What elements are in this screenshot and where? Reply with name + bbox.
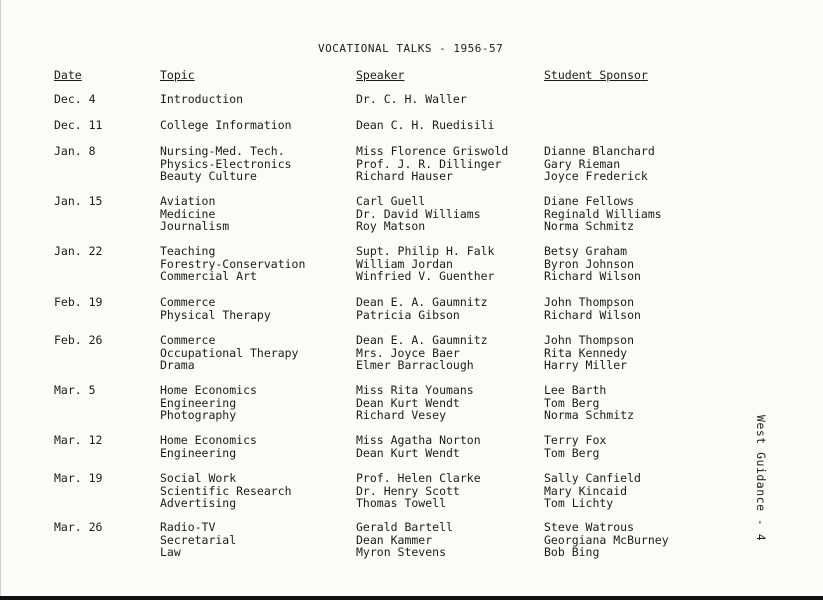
student-sponsor: Georgiana McBurney [544, 532, 669, 547]
student-sponsor-cell [544, 384, 634, 422]
student-sponsor: Harry Miller [544, 358, 628, 373]
talk-topic: Home Economics [160, 433, 257, 447]
talk-speaker: Miss Rita Youmans [356, 383, 474, 397]
student-sponsor-cell [544, 296, 641, 321]
talk-topic: Secretarial [160, 532, 237, 547]
talk-date: Dec. 4 [54, 92, 96, 106]
talk-topic: Social Work [160, 471, 237, 485]
student-sponsor-cell [544, 334, 634, 372]
talk-speaker: Dean Kurt Wendt [356, 445, 460, 460]
talk-speaker: Dean E. A. Gaumnitz [356, 295, 488, 309]
talk-speaker: Carl Guell [356, 194, 426, 208]
student-sponsor: Diane Fellows [544, 194, 635, 208]
talk-topic: Physical Therapy [160, 307, 271, 322]
student-sponsor: Tom Berg [544, 445, 600, 460]
talk-date: Jan. 15 [54, 194, 103, 208]
student-sponsor: Betsy Graham [544, 244, 628, 258]
student-sponsor: Sally Canfield [544, 471, 641, 485]
student-sponsor: Tom Lichty [544, 496, 614, 511]
page-edge [0, 0, 1, 600]
talk-speaker: Thomas Towell [356, 496, 447, 511]
talk-topic: Aviation [160, 194, 216, 208]
talk-topic: Commerce [160, 333, 216, 347]
talk-speaker-cell [356, 334, 488, 372]
student-sponsor: Joyce Frederick [544, 169, 648, 184]
student-sponsor: Richard Wilson [544, 269, 641, 284]
talk-speaker: Miss Agatha Norton [356, 433, 481, 447]
talk-topic: Law [160, 545, 181, 560]
talk-date: Mar. 5 [54, 383, 96, 397]
talk-date: Mar. 12 [54, 433, 103, 447]
talk-speaker-cell [356, 119, 494, 132]
student-sponsor: Terry Fox [544, 433, 607, 447]
header-date: Date [54, 68, 82, 82]
header-speaker: Speaker [356, 68, 405, 82]
talk-date: Feb. 26 [54, 333, 103, 347]
student-sponsor-cell [544, 434, 606, 459]
talk-topic-cell [160, 195, 229, 233]
talk-speaker: Dr. Henry Scott [356, 483, 460, 498]
talk-topic: Introduction [160, 92, 244, 106]
talk-speaker: Dr. David Williams [356, 206, 481, 221]
student-sponsor: John Thompson [544, 333, 635, 347]
talk-speaker: Myron Stevens [356, 545, 447, 560]
talk-topic-cell [160, 521, 236, 559]
talk-speaker-cell [356, 472, 481, 510]
talk-topic: Occupational Therapy [160, 345, 299, 360]
talk-speaker: Dean C. H. Ruedisili [356, 118, 495, 132]
talk-topic: Teaching [160, 244, 216, 258]
talk-topic: Journalism [160, 219, 230, 234]
talk-topic: Scientific Research [160, 483, 292, 498]
talk-topic: College Information [160, 118, 292, 132]
talk-speaker: Supt. Philip H. Falk [356, 244, 495, 258]
talk-topic: Physics-Electronics [160, 156, 292, 171]
talk-date: Dec. 11 [54, 118, 103, 132]
talk-topic: Nursing-Med. Tech. [160, 144, 285, 158]
talk-topic-cell [160, 245, 305, 283]
talk-speaker-cell [356, 195, 481, 233]
talk-topic: Home Economics [160, 383, 257, 397]
talk-topic: Engineering [160, 445, 237, 460]
student-sponsor: John Thompson [544, 295, 635, 309]
talk-topic-cell [160, 384, 257, 422]
student-sponsor-cell [544, 195, 662, 233]
talk-speaker: Richard Hauser [356, 169, 453, 184]
talk-topic-cell [160, 119, 292, 132]
talk-topic: Radio-TV [160, 520, 216, 534]
student-sponsor: Norma Schmitz [544, 408, 635, 423]
talk-speaker: Dean E. A. Gaumnitz [356, 333, 488, 347]
talk-speaker-cell [356, 384, 474, 422]
student-sponsor: Tom Berg [544, 395, 600, 410]
talk-speaker: Patricia Gibson [356, 307, 460, 322]
talk-speaker: Gerald Bartell [356, 520, 453, 534]
talk-speaker-cell [356, 93, 467, 106]
talk-topic-cell [160, 434, 257, 459]
talk-speaker: Elmer Barraclough [356, 358, 474, 373]
talk-speaker: William Jordan [356, 256, 453, 271]
header-sponsor: Student Sponsor [544, 68, 648, 82]
talk-speaker-cell [356, 245, 494, 283]
talk-date: Feb. 19 [54, 295, 103, 309]
talk-topic: Commerce [160, 295, 216, 309]
talk-speaker: Roy Matson [356, 219, 426, 234]
student-sponsor: Richard Wilson [544, 307, 641, 322]
header-topic: Topic [160, 68, 195, 82]
student-sponsor: Reginald Williams [544, 206, 662, 221]
student-sponsor-cell [544, 145, 655, 183]
talk-topic: Drama [160, 358, 195, 373]
talk-speaker: Dean Kammer [356, 532, 433, 547]
student-sponsor: Rita Kennedy [544, 345, 628, 360]
talk-speaker-cell [356, 145, 508, 183]
talk-speaker: Dr. C. H. Waller [356, 92, 467, 106]
student-sponsor: Gary Rieman [544, 156, 621, 171]
talk-topic: Medicine [160, 206, 216, 221]
talk-speaker: Miss Florence Griswold [356, 144, 509, 158]
student-sponsor-cell [544, 521, 669, 559]
student-sponsor: Byron Johnson [544, 256, 635, 271]
talk-topic-cell [160, 296, 271, 321]
talk-speaker: Prof. J. R. Dillinger [356, 156, 502, 171]
talk-topic-cell [160, 145, 292, 183]
talk-topic: Commercial Art [160, 269, 257, 284]
talk-topic: Photography [160, 408, 237, 423]
talk-speaker-cell [356, 296, 488, 321]
document-title: VOCATIONAL TALKS - 1956-57 [318, 42, 504, 55]
student-sponsor: Bob Bing [544, 545, 600, 560]
talk-topic: Beauty Culture [160, 169, 257, 184]
talk-speaker-cell [356, 521, 453, 559]
student-sponsor: Norma Schmitz [544, 219, 635, 234]
student-sponsor: Mary Kincaid [544, 483, 628, 498]
student-sponsor: Steve Watrous [544, 520, 635, 534]
talk-speaker: Dean Kurt Wendt [356, 395, 460, 410]
talk-topic-cell [160, 93, 243, 106]
student-sponsor-cell [544, 245, 641, 283]
talk-topic-cell [160, 472, 292, 510]
talk-topic: Engineering [160, 395, 237, 410]
talk-speaker: Winfried V. Guenther [356, 269, 495, 284]
student-sponsor: Lee Barth [544, 383, 607, 397]
student-sponsor: Dianne Blanchard [544, 144, 655, 158]
talk-speaker-cell [356, 434, 481, 459]
talk-topic-cell [160, 334, 298, 372]
student-sponsor-cell [544, 472, 641, 510]
page-bottom-edge [0, 596, 823, 600]
talk-topic: Advertising [160, 496, 237, 511]
talk-topic: Forestry-Conservation [160, 256, 306, 271]
talk-speaker: Mrs. Joyce Baer [356, 345, 460, 360]
talk-date: Jan. 22 [54, 244, 103, 258]
talk-date: Mar. 26 [54, 520, 103, 534]
side-note: West Guidance - 4 [754, 415, 768, 542]
talk-speaker: Prof. Helen Clarke [356, 471, 481, 485]
talk-date: Jan. 8 [54, 144, 96, 158]
talk-date: Mar. 19 [54, 471, 103, 485]
talk-speaker: Richard Vesey [356, 408, 447, 423]
